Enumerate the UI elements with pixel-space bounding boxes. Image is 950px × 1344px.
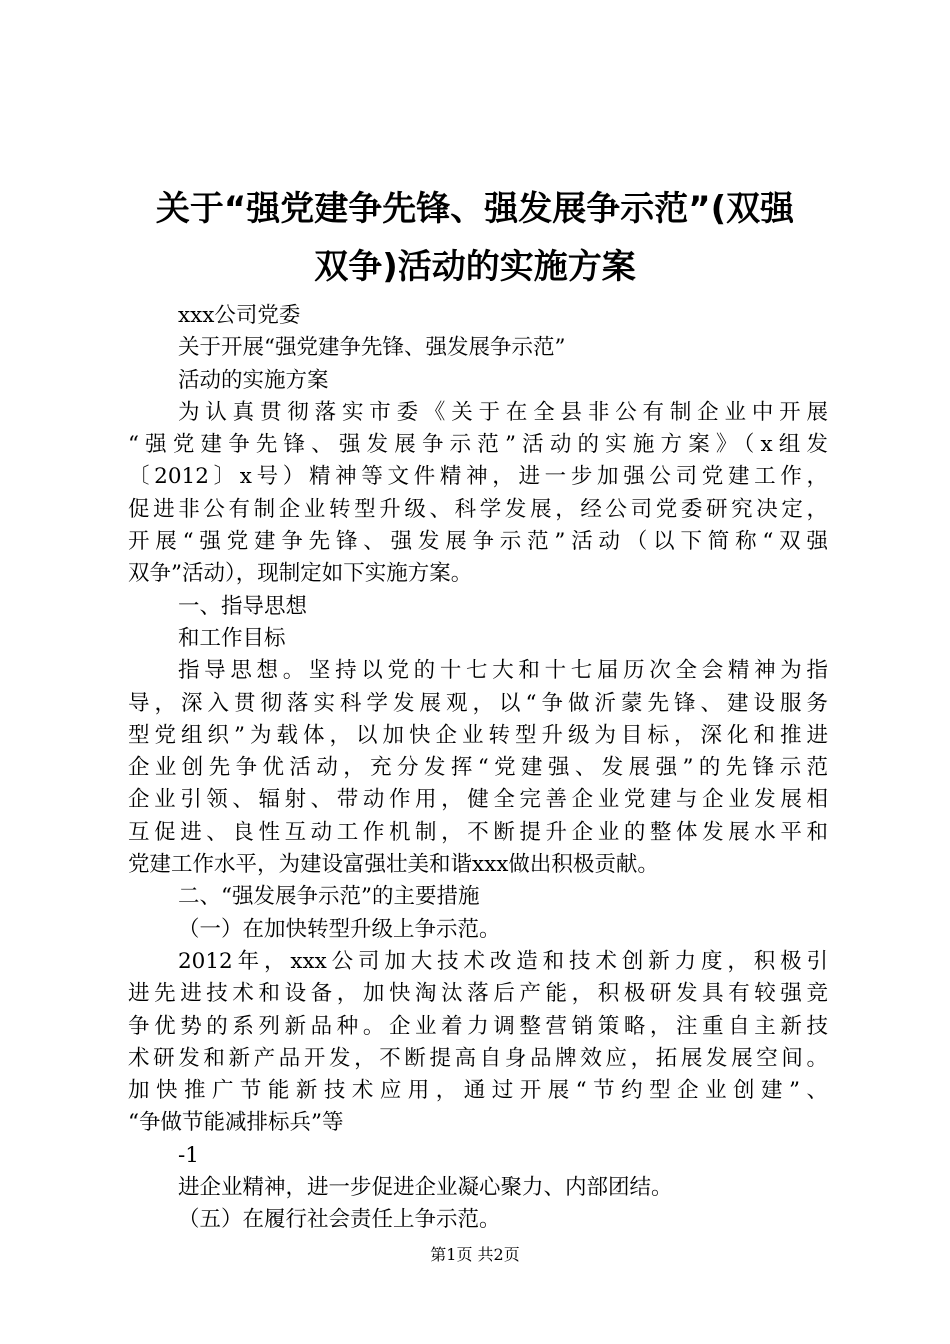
body-line: 2012年，xxx公司加大技术改造和技术创新力度，积极引 — [178, 948, 829, 974]
document-title-line-1: 关于“强党建争先锋、强发展争示范”(双强 — [155, 189, 795, 229]
body-line: （一）在加快转型升级上争示范。 — [178, 916, 501, 942]
body-line: 指导思想。坚持以党的十七大和十七届历次全会精神为指 — [178, 658, 828, 684]
body-line: （五）在履行社会责任上争示范。 — [178, 1207, 501, 1233]
page-footer: 第1页 共2页 — [430, 1245, 520, 1264]
body-line: “争做节能减排标兵”等 — [128, 1110, 344, 1136]
body-line: 为认真贯彻落实市委《关于在全县非公有制企业中开展 — [178, 399, 828, 425]
body-line: 导，深入贯彻落实科学发展观，以“争做沂蒙先锋、建设服务 — [128, 690, 828, 716]
body-line: 型党组织”为载体，以加快企业转型升级为目标，深化和推进 — [128, 722, 828, 748]
body-line: -1 — [178, 1142, 199, 1168]
body-line: 活动的实施方案 — [178, 367, 329, 393]
body-line: 企业创先争优活动，充分发挥“党建强、发展强”的先锋示范 — [128, 755, 828, 781]
document-title-line-2: 双争)活动的实施方案 — [314, 247, 636, 287]
body-line: 加快推广节能新技术应用，通过开展“节约型企业创建”、 — [128, 1078, 828, 1104]
body-line: 企业引领、辐射、带动作用，健全完善企业党建与企业发展相 — [128, 787, 828, 813]
body-line: 〔2012〕x号）精神等文件精神，进一步加强公司党建工作， — [128, 464, 828, 490]
body-line: 二、“强发展争示范”的主要措施 — [178, 884, 480, 910]
body-line: 术研发和新产品开发，不断提高自身品牌效应，拓展发展空间。 — [128, 1045, 828, 1071]
body-line: 和工作目标 — [178, 625, 286, 651]
body-line: 关于开展“强党建争先锋、强发展争示范” — [178, 335, 566, 361]
body-line: 促进非公有制企业转型升级、科学发展，经公司党委研究决定， — [128, 496, 828, 522]
body-line: 开展“强党建争先锋、强发展争示范”活动（以下简称“双强 — [128, 529, 828, 555]
body-line: 党建工作水平，为建设富强壮美和谐xxx做出积极贡献。 — [128, 852, 659, 878]
body-line: 进企业精神，进一步促进企业凝心聚力、内部团结。 — [178, 1175, 673, 1201]
body-line: “强党建争先锋、强发展争示范”活动的实施方案》（x组发 — [128, 432, 828, 458]
body-line: 双争”活动），现制定如下实施方案。 — [128, 561, 473, 587]
body-line: 互促进、良性互动工作机制，不断提升企业的整体发展水平和 — [128, 819, 828, 845]
document-body — [128, 300, 828, 1237]
body-line: 争优势的系列新品种。企业着力调整营销策略，注重自主新技 — [128, 1013, 828, 1039]
body-line: 进先进技术和设备，加快淘汰落后产能，积极研发具有较强竞 — [128, 981, 828, 1007]
body-line: xxx公司党委 — [178, 303, 301, 328]
body-line: 一、指导思想 — [178, 593, 308, 619]
